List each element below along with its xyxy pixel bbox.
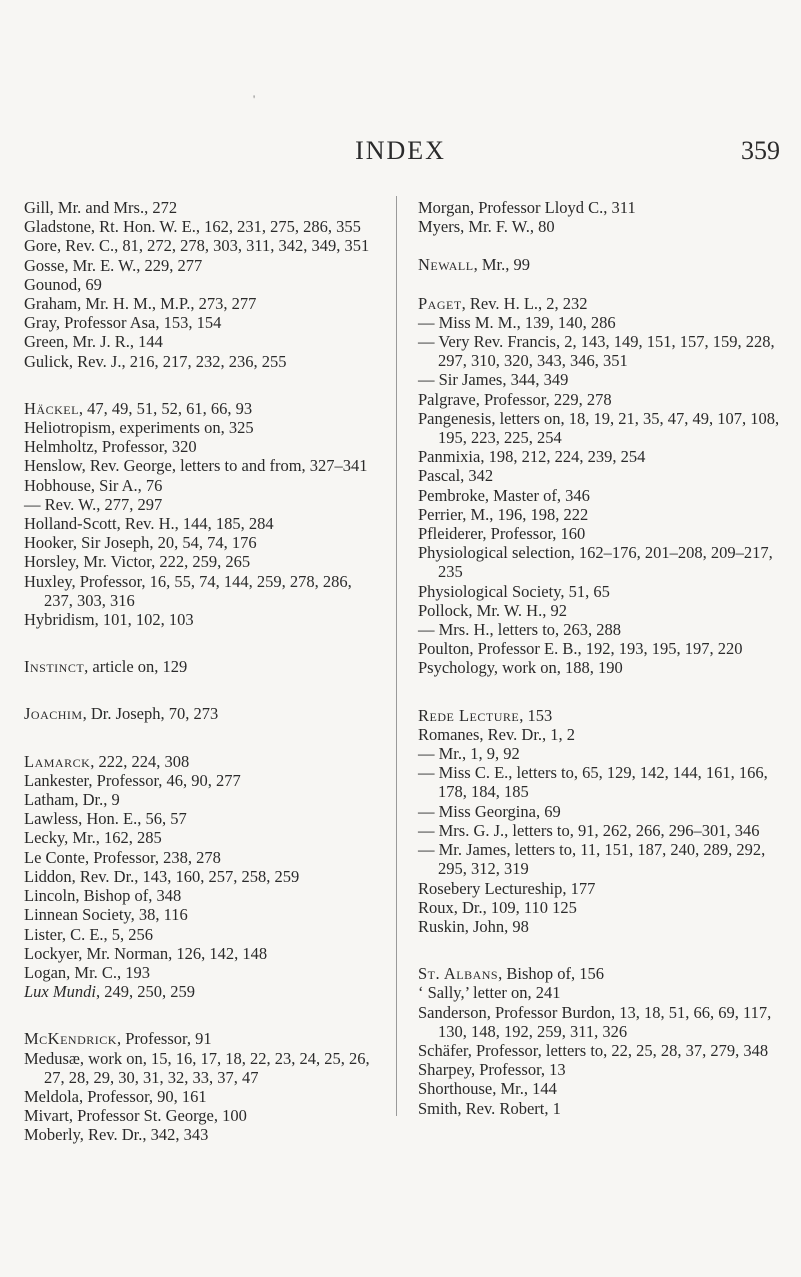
index-entry: Palgrave, Professor, 229, 278 — [418, 389, 612, 409]
index-entry: Hooker, Sir Joseph, 20, 54, 74, 176 — [24, 533, 257, 553]
index-entry — [24, 982, 384, 1001]
index-entry: Latham, Dr., 9 — [24, 790, 120, 810]
page-header — [0, 0, 801, 106]
index-entry: Holland-Scott, Rev. H., 144, 185, 284 — [24, 514, 274, 534]
entry-references: , 249, 250, 259 — [95, 982, 195, 1002]
entry-heading: Rede Lecture — [418, 705, 520, 725]
index-entry: Horsley, Mr. Victor, 222, 259, 265 — [24, 552, 251, 572]
entry-references: , Bishop of, 156 — [498, 964, 604, 984]
index-entry: Physiological selection, 162–176, 201–208, 209–217, 235 — [418, 543, 773, 582]
index-entry: Linnean Society, 38, 116 — [24, 905, 188, 925]
index-entry: Pangenesis, letters on, 18, 19, 21, 35, 47, 49, 107, 108, 195, 223, 225, 254 — [418, 408, 780, 448]
index-entry: — Mrs. H., letters to, 263, 288 — [418, 620, 622, 640]
index-entry: Gosse, Mr. E. W., 229, 277 — [24, 255, 203, 275]
index-entry: — Sir James, 344, 349 — [418, 370, 569, 390]
entry-references: , Mr., 99 — [473, 255, 530, 275]
index-entry: Lecky, Mr., 162, 285 — [24, 828, 162, 848]
entry-heading: McKendrick — [24, 1029, 117, 1049]
entry-heading: Newall — [418, 255, 474, 275]
index-entry: Lankester, Professor, 46, 90, 277 — [24, 770, 241, 790]
index-entry — [24, 1029, 384, 1048]
index-entry: Romanes, Rev. Dr., 1, 2 — [418, 724, 576, 744]
index-entry: Medusæ, work on, 15, 16, 17, 18, 22, 23, 24, 25, 26, 27, 28, 29, 30, 31, 32, 33, 37, 47 — [24, 1048, 370, 1087]
index-entry: — Rev. W., 277, 297 — [24, 494, 163, 514]
section-gap — [24, 724, 384, 752]
entry-heading: St. Albans — [418, 964, 499, 984]
index-entry: ‘ Sally,’ letter on, 241 — [418, 983, 561, 1003]
index-entry: Henslow, Rev. George, letters to and from, 327–341 — [24, 456, 368, 476]
entry-references: , Dr. Joseph, 70, 273 — [82, 704, 219, 724]
index-entry — [24, 657, 384, 676]
entry-references: , 47, 49, 51, 52, 61, 66, 93 — [78, 398, 253, 418]
page-number: 359 — [741, 136, 780, 165]
index-entry — [418, 255, 784, 274]
section-gap — [418, 678, 784, 706]
entry-heading: Instinct — [24, 657, 85, 677]
index-entry: Gulick, Rev. J., 216, 217, 232, 236, 255 — [24, 351, 287, 371]
index-entry — [24, 704, 384, 723]
index-entry: Logan, Mr. C., 193 — [24, 962, 151, 982]
index-entry: Panmixia, 198, 212, 224, 239, 254 — [418, 447, 646, 467]
column-divider — [396, 196, 397, 1116]
index-entry: Lockyer, Mr. Norman, 126, 142, 148 — [24, 943, 268, 963]
index-entry: Pembroke, Master of, 346 — [418, 485, 590, 505]
entry-references: , 222, 224, 308 — [90, 751, 190, 771]
index-entry: Helmholtz, Professor, 320 — [24, 437, 197, 457]
entry-references: , 153 — [519, 705, 553, 725]
index-entry: Smith, Rev. Robert, 1 — [418, 1098, 561, 1118]
index-entry: — Mr., 1, 9, 92 — [418, 744, 520, 764]
index-entry — [418, 294, 784, 313]
index-entry: Liddon, Rev. Dr., 143, 160, 257, 258, 259 — [24, 866, 300, 886]
index-column-left — [24, 198, 384, 1145]
entry-references: , Rev. H. L., 2, 232 — [461, 293, 588, 313]
index-entry: — Mrs. G. J., letters to, 91, 262, 266, 296–301, 346 — [418, 820, 760, 840]
entry-heading: Paget — [418, 293, 462, 313]
index-entry — [418, 706, 784, 725]
entry-heading: Lamarck — [24, 751, 91, 771]
index-entry: Rosebery Lectureship, 177 — [418, 878, 596, 898]
index-entry: Gore, Rev. C., 81, 272, 278, 303, 311, 342, 349, 351 — [24, 236, 370, 256]
index-entry: Psychology, work on, 188, 190 — [418, 658, 623, 678]
section-gap — [24, 1001, 384, 1029]
entry-heading: Lux Mundi — [24, 982, 96, 1002]
page-title: INDEX — [355, 136, 446, 165]
index-entry: Hobhouse, Sir A., 76 — [24, 475, 163, 495]
index-entry — [24, 399, 384, 418]
index-entry: Sanderson, Professor Burdon, 13, 18, 51, 66, 69, 117, 130, 148, 192, 259, 311, 326 — [418, 1002, 772, 1041]
index-entry: Lincoln, Bishop of, 348 — [24, 886, 182, 906]
index-entry: Pfleiderer, Professor, 160 — [418, 524, 586, 544]
index-column-right — [418, 198, 784, 1118]
section-gap — [24, 371, 384, 399]
section-gap — [24, 629, 384, 657]
index-entry: Gill, Mr. and Mrs., 272 — [24, 198, 178, 217]
index-entry: — Miss C. E., letters to, 65, 129, 142, 144, 161, 166, 178, 184, 185 — [418, 763, 768, 802]
index-entry — [418, 964, 784, 983]
section-gap — [418, 236, 784, 255]
index-entry: Le Conte, Professor, 238, 278 — [24, 847, 221, 867]
index-entry: Physiological Society, 51, 65 — [418, 581, 610, 601]
index-entry: Perrier, M., 196, 198, 222 — [418, 504, 589, 524]
index-entry: Lister, C. E., 5, 256 — [24, 924, 154, 944]
index-entry: Roux, Dr., 109, 110 125 — [418, 897, 577, 917]
index-entry: Shorthouse, Mr., 144 — [418, 1079, 557, 1099]
index-entry: Morgan, Professor Lloyd C., 311 — [418, 198, 636, 217]
index-entry: Gray, Professor Asa, 153, 154 — [24, 313, 222, 333]
index-entry: Sharpey, Professor, 13 — [418, 1060, 566, 1080]
entry-heading: Häckel — [24, 398, 79, 418]
index-entry: Hybridism, 101, 102, 103 — [24, 610, 194, 630]
index-entry: Gladstone, Rt. Hon. W. E., 162, 231, 275, 286, 355 — [24, 217, 361, 237]
margin-mark: ' — [253, 92, 256, 106]
index-entry: Moberly, Rev. Dr., 342, 343 — [24, 1125, 209, 1145]
index-entry: Lawless, Hon. E., 56, 57 — [24, 809, 187, 829]
index-entry — [24, 752, 384, 771]
index-entry: — Miss M. M., 139, 140, 286 — [418, 312, 616, 332]
index-entry: Graham, Mr. H. M., M.P., 273, 277 — [24, 294, 257, 314]
entry-heading: Joachim — [24, 704, 83, 724]
index-entry: Gounod, 69 — [24, 274, 102, 294]
section-gap — [24, 676, 384, 704]
index-entry: Green, Mr. J. R., 144 — [24, 332, 163, 352]
index-entry: — Mr. James, letters to, 11, 151, 187, 240, 289, 292, 295, 312, 319 — [418, 840, 766, 879]
index-entry: Pollock, Mr. W. H., 92 — [418, 600, 567, 620]
index-entry: Pascal, 342 — [418, 466, 494, 486]
index-entry: Mivart, Professor St. George, 100 — [24, 1106, 247, 1126]
index-entry: Poulton, Professor E. B., 192, 193, 195, 197, 220 — [418, 639, 743, 659]
index-entry: — Very Rev. Francis, 2, 143, 149, 151, 157, 159, 228, 297, 310, 320, 343, 346, 351 — [418, 332, 775, 371]
index-entry: Heliotropism, experiments on, 325 — [24, 418, 254, 438]
section-gap — [418, 275, 784, 294]
entry-references: , article on, 129 — [84, 657, 188, 677]
index-entry: Ruskin, John, 98 — [418, 916, 529, 936]
entry-references: , Professor, 91 — [116, 1029, 212, 1049]
index-entry: Meldola, Professor, 90, 161 — [24, 1086, 207, 1106]
index-entry: Huxley, Professor, 16, 55, 74, 144, 259, 278, 286, 237, 303, 316 — [24, 571, 352, 610]
index-entry: Myers, Mr. F. W., 80 — [418, 217, 555, 237]
index-entry: — Miss Georgina, 69 — [418, 801, 561, 821]
section-gap — [418, 936, 784, 964]
index-entry: Schäfer, Professor, letters to, 22, 25, 28, 37, 279, 348 — [418, 1040, 769, 1060]
